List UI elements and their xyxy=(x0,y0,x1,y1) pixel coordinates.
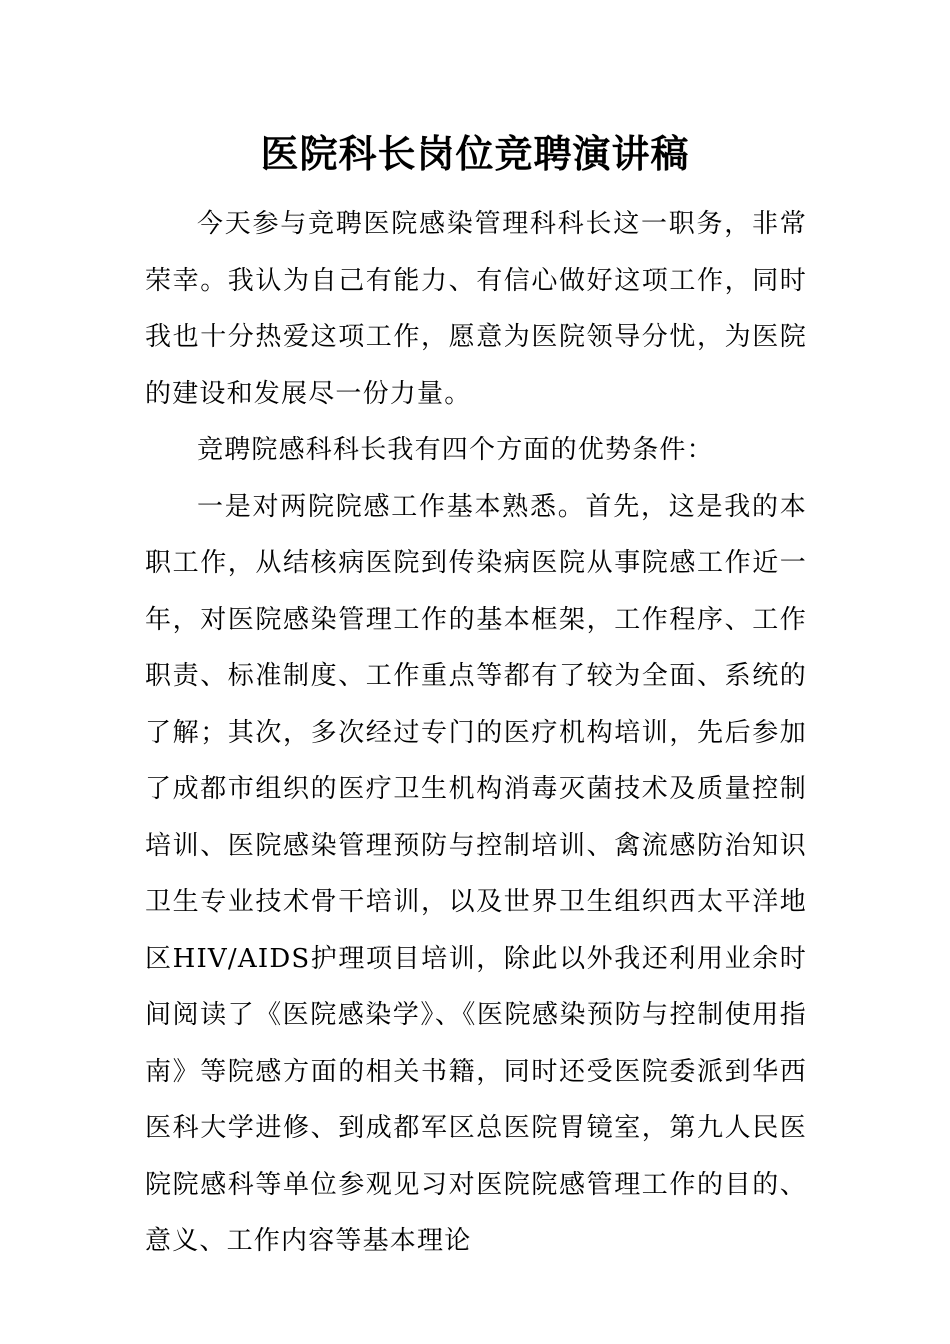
document-title: 医院科长岗位竞聘演讲稿 xyxy=(260,131,690,176)
paragraph-intro: 今天参与竞聘医院感染管理科科长这一职务，非常荣幸。我认为自己有能力、有信心做好这项工作，同时我也十分热爱这项工作，愿意为医院领导分忧，为医院的建设和发展尽一份力量。 xyxy=(145,209,807,409)
paragraph-advantage-one: 一是对两院院感工作基本熟悉。首先，这是我的本职工作，从结核病医院到传染病医院从事院感工作近一年，对医院感染管理工作的基本框架，工作程序、工作职责、标准制度、工作重点等都有了较为全面、系统的了解；其次，多次经过专门的医疗机构培训，先后参加了成都市组织的医疗卫生机构消毒灭菌技术及质量控制培训、医院感染管理预防与控制培训、禽流感防治知识卫生专业技术骨干培训，以及世界卫生组织西太平洋地区HIV/AIDS护理项目培训，除此以外我还利用业余时间阅读了《医院感染学》、《医院感染预防与控制使用指南》等院感方面的相关书籍，同时还受医院委派到华西医科大学进修、到成都军区总医院胃镜室，第九人民医院院感科等单位参观见习对医院院感管理工作的目的、意义、工作内容等基本理论 xyxy=(145,491,807,1256)
document-body xyxy=(145,196,807,1270)
paragraph-advantages-heading: 竞聘院感科科长我有四个方面的优势条件： xyxy=(197,435,714,465)
